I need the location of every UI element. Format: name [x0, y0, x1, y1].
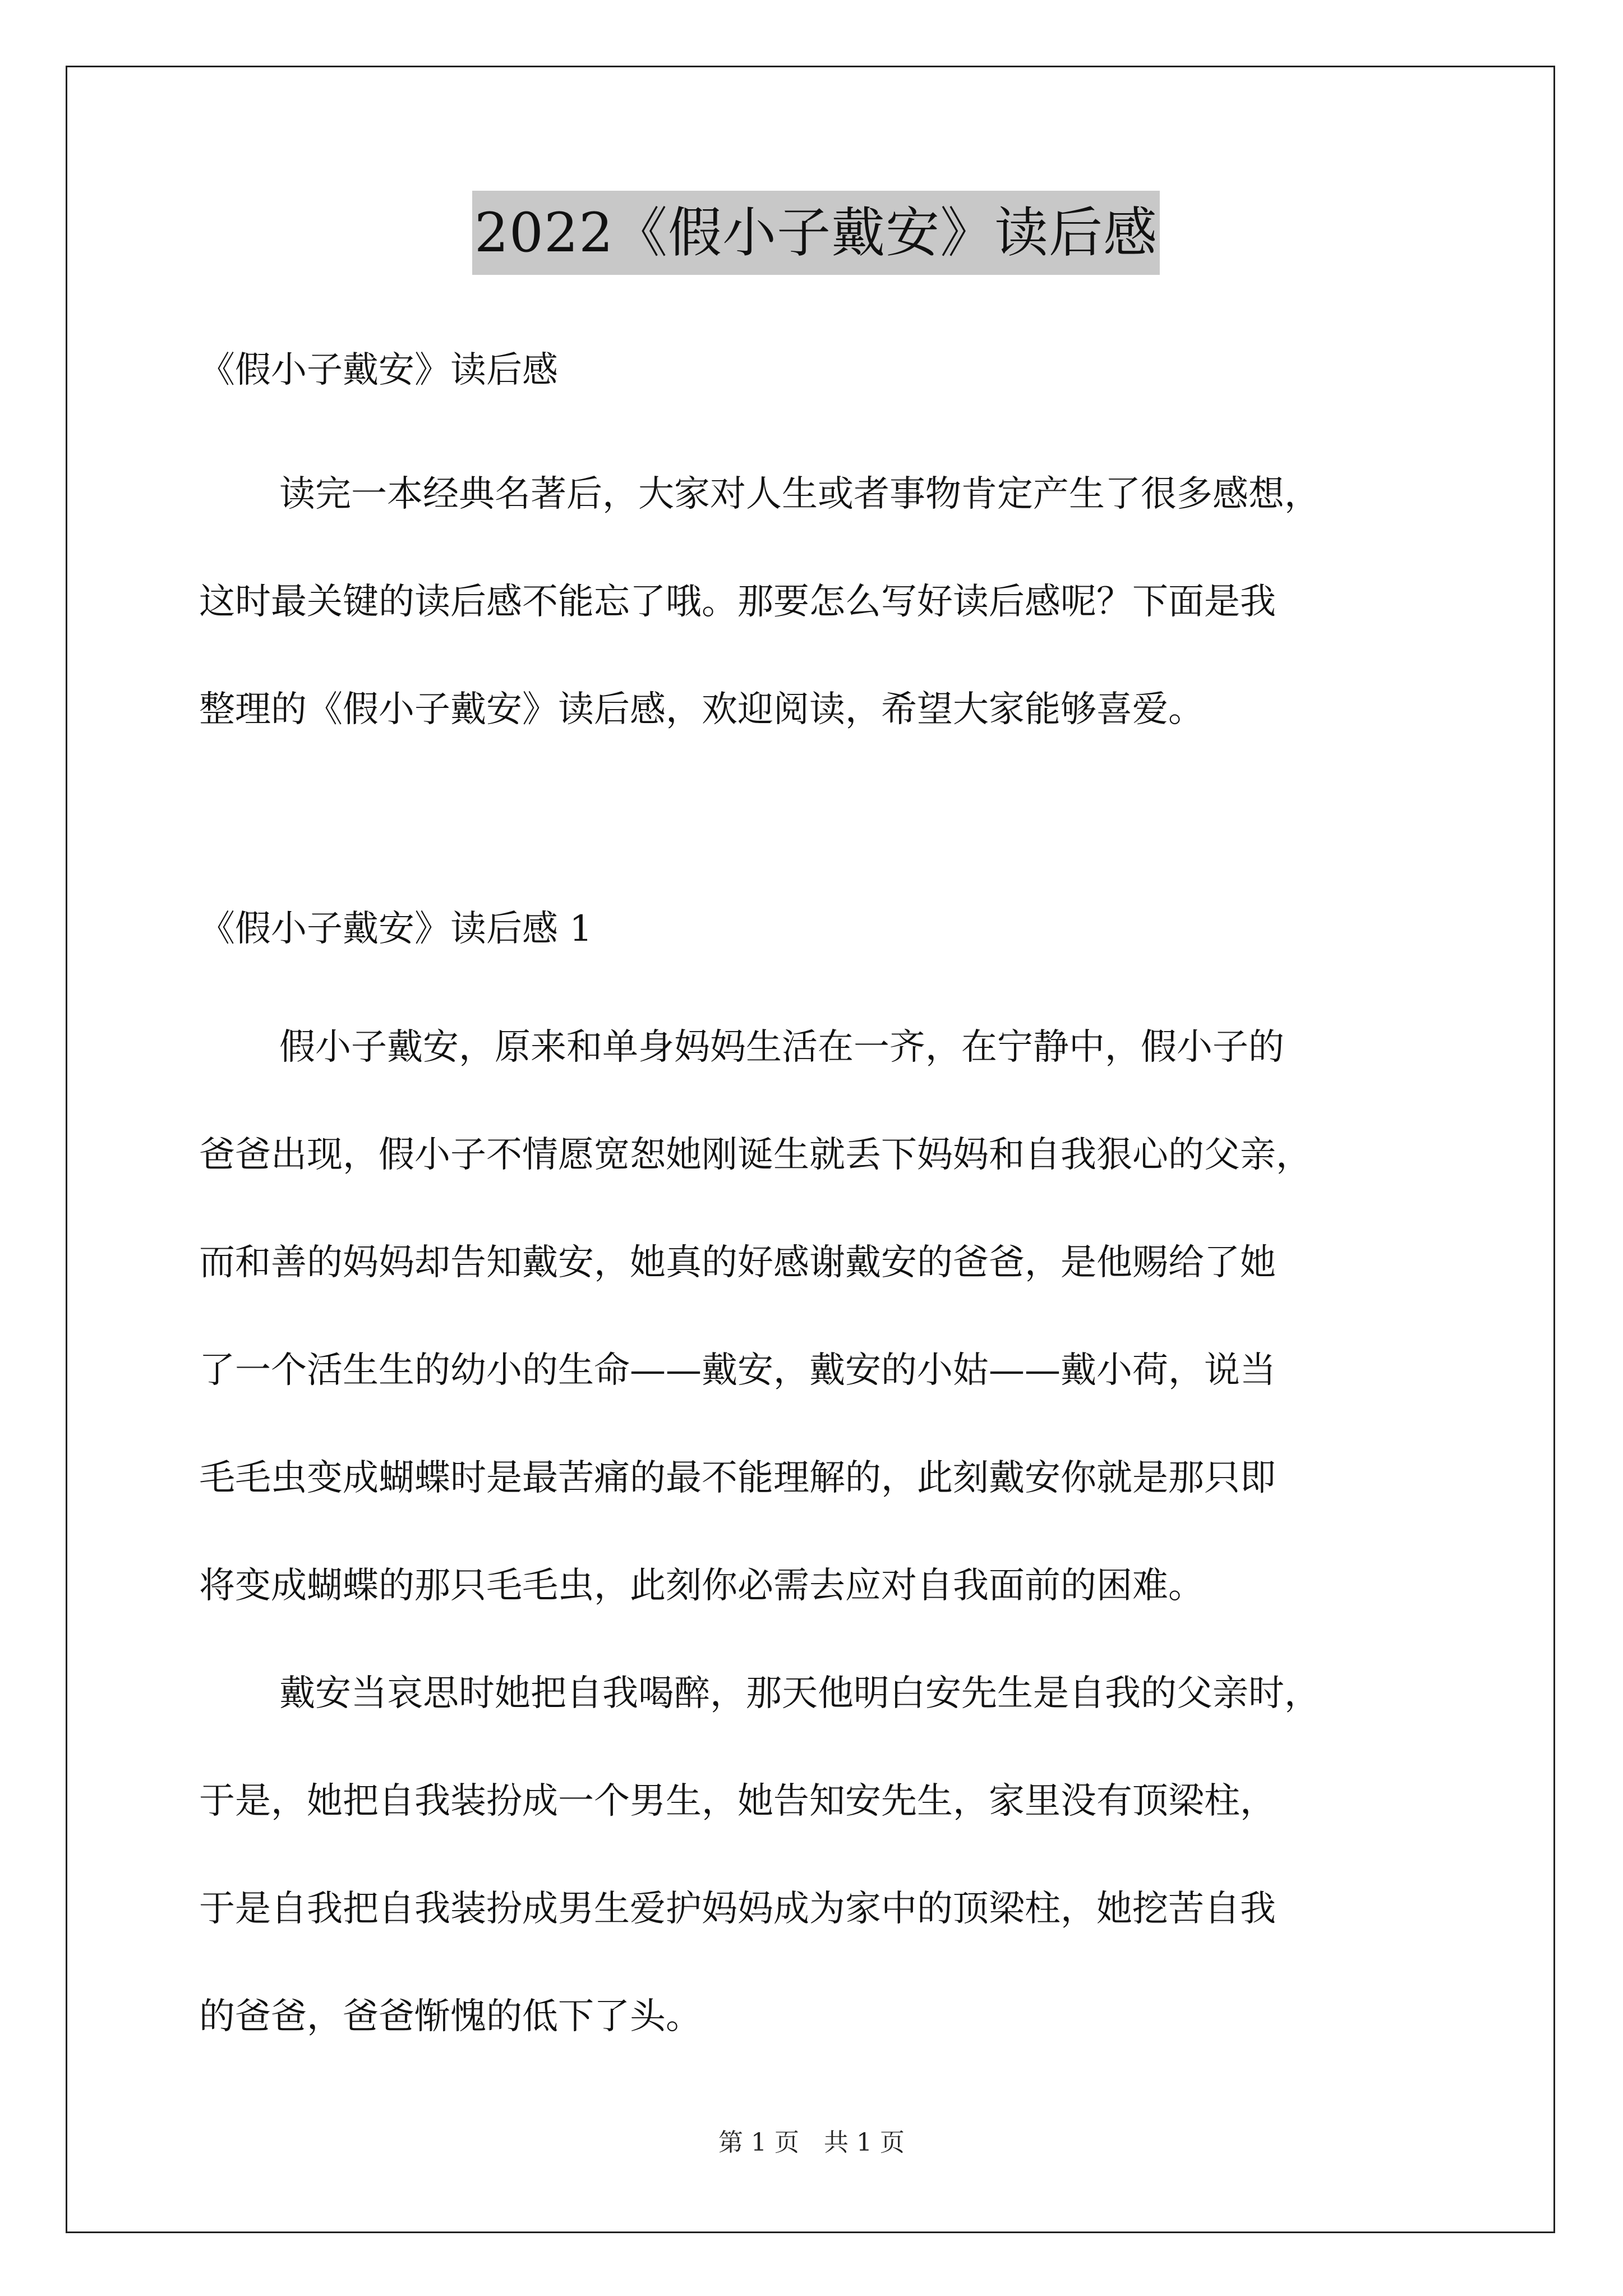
body-paragraph-1 — [199, 993, 1433, 1640]
paragraph-line: 于是自我把自我装扮成男生爱护妈妈成为家中的顶梁柱，她挖苦自我 — [199, 1888, 1276, 1930]
intro-line: 这时最关键的读后感不能忘了哦。那要怎么写好读后感呢？下面是我 — [199, 581, 1276, 623]
body-paragraph-2 — [199, 1640, 1433, 2070]
paragraph-line: 将变成蝴蝶的那只毛毛虫，此刻你必需去应对自我面前的困难。 — [199, 1565, 1204, 1607]
title-block — [199, 191, 1433, 275]
paragraph-line: 于是，她把自我装扮成一个男生，她告知安先生，家里没有顶梁柱， — [199, 1780, 1276, 1822]
paragraph-line: 了一个活生生的幼小的生命——戴安，戴安的小姑——戴小荷，说当 — [199, 1350, 1276, 1391]
paragraph-line: 而和善的妈妈却告知戴安，她真的好感谢戴安的爸爸，是他赐给了她 — [199, 1242, 1276, 1283]
section-heading: 《假小子戴安》读后感 1 — [199, 908, 593, 950]
intro-line: 读完一本经典名著后，大家对人生或者事物肯定产生了很多感想， — [279, 473, 1320, 515]
paragraph-line: 戴安当哀思时她把自我喝醉，那天他明白安先生是自我的父亲时， — [279, 1673, 1320, 1714]
page-footer: 第 1 页 共 1 页 — [718, 2128, 905, 2157]
document-body — [199, 191, 1433, 2070]
paragraph-line: 的爸爸，爸爸惭愧的低下了头。 — [199, 1996, 702, 2037]
paragraph-line: 假小子戴安，原来和单身妈妈生活在一齐，在宁静中，假小子的 — [279, 1027, 1284, 1068]
intro-line: 整理的《假小子戴安》读后感，欢迎阅读，希望大家能够喜爱。 — [199, 689, 1204, 730]
paragraph-line: 毛毛虫变成蝴蝶时是最苦痛的最不能理解的，此刻戴安你就是那只即 — [199, 1457, 1276, 1499]
paragraph-line: 爸爸出现，假小子不情愿宽恕她刚诞生就丢下妈妈和自我狠心的父亲， — [199, 1134, 1312, 1176]
document-subtitle: 《假小子戴安》读后感 — [199, 349, 558, 391]
intro-paragraph — [199, 440, 1433, 763]
document-title: 2022《假小子戴安》读后感 — [472, 191, 1160, 275]
